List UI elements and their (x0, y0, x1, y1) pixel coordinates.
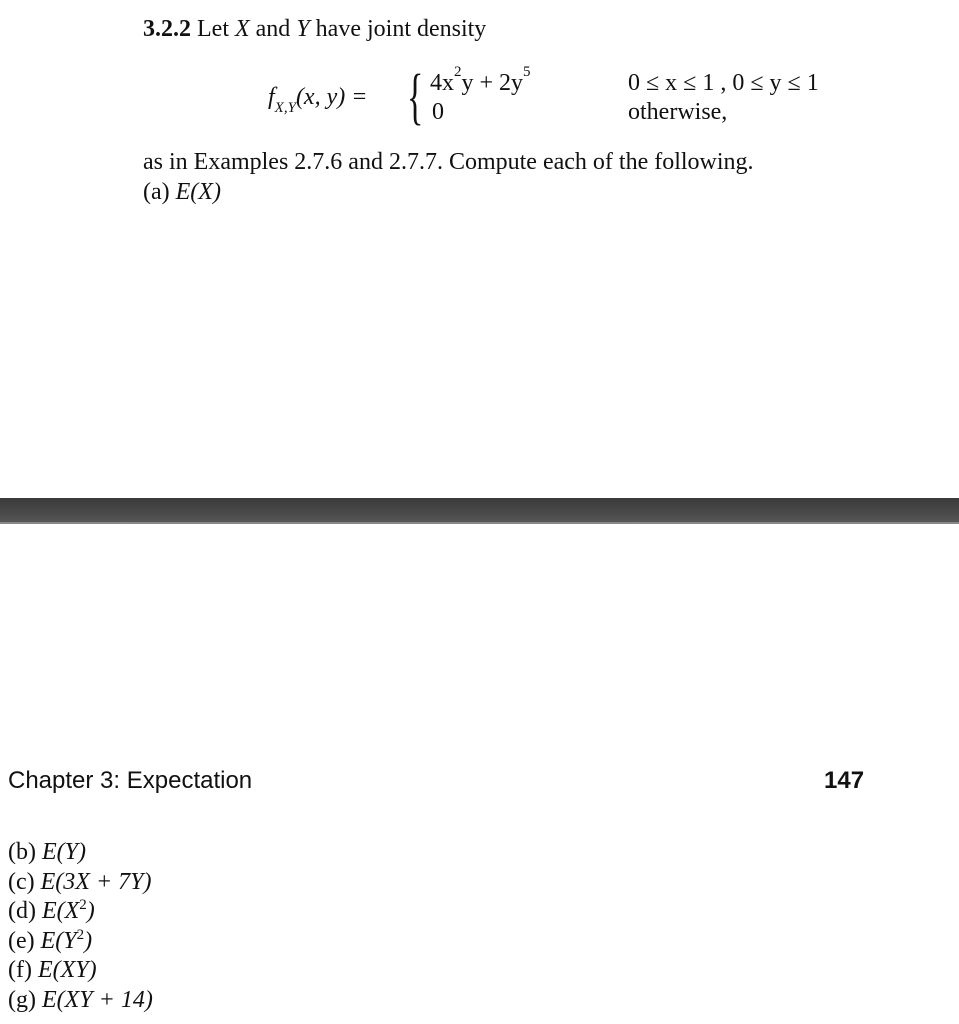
page-number: 147 (824, 767, 865, 794)
case1-condition: 0 ≤ x ≤ 1 , 0 ≤ y ≤ 1 (628, 70, 819, 96)
left-brace: { (407, 63, 424, 131)
var-x: X (234, 16, 250, 42)
case2-expression: 0 (432, 99, 444, 125)
problem-number: 3.2.2 (143, 16, 191, 42)
intro-end-text: have joint density (315, 16, 487, 42)
part-a: (a) E(X) (143, 179, 221, 205)
intro-text: Let (197, 16, 229, 42)
list-item: (b) E(Y) (8, 839, 86, 865)
page-divider (0, 498, 959, 524)
list-item: (f) E(XY) (8, 957, 97, 983)
problem-heading (143, 16, 486, 43)
list-item: (d) $E(X^2)$ (8, 897, 95, 924)
var-y: Y (296, 16, 310, 42)
case2-condition: otherwise, (628, 99, 728, 125)
list-item: (c) E(3X + 7Y) (8, 868, 152, 895)
list-item: (e) $E(Y^2)$ (8, 926, 93, 954)
density-lhs: $f_{X,Y}(x$, y) = (268, 84, 368, 116)
parts-list (8, 838, 153, 1015)
case1-expression: $4x^2y + 2y^5$ (430, 64, 531, 96)
follow-text: as in Examples 2.7.6 and 2.7.7. Compute each of the following. (143, 149, 754, 175)
and-text: and (255, 16, 291, 42)
list-item: (g) E(XY + 14) (8, 986, 153, 1013)
chapter-title: Chapter 3: Expectation (8, 767, 253, 794)
